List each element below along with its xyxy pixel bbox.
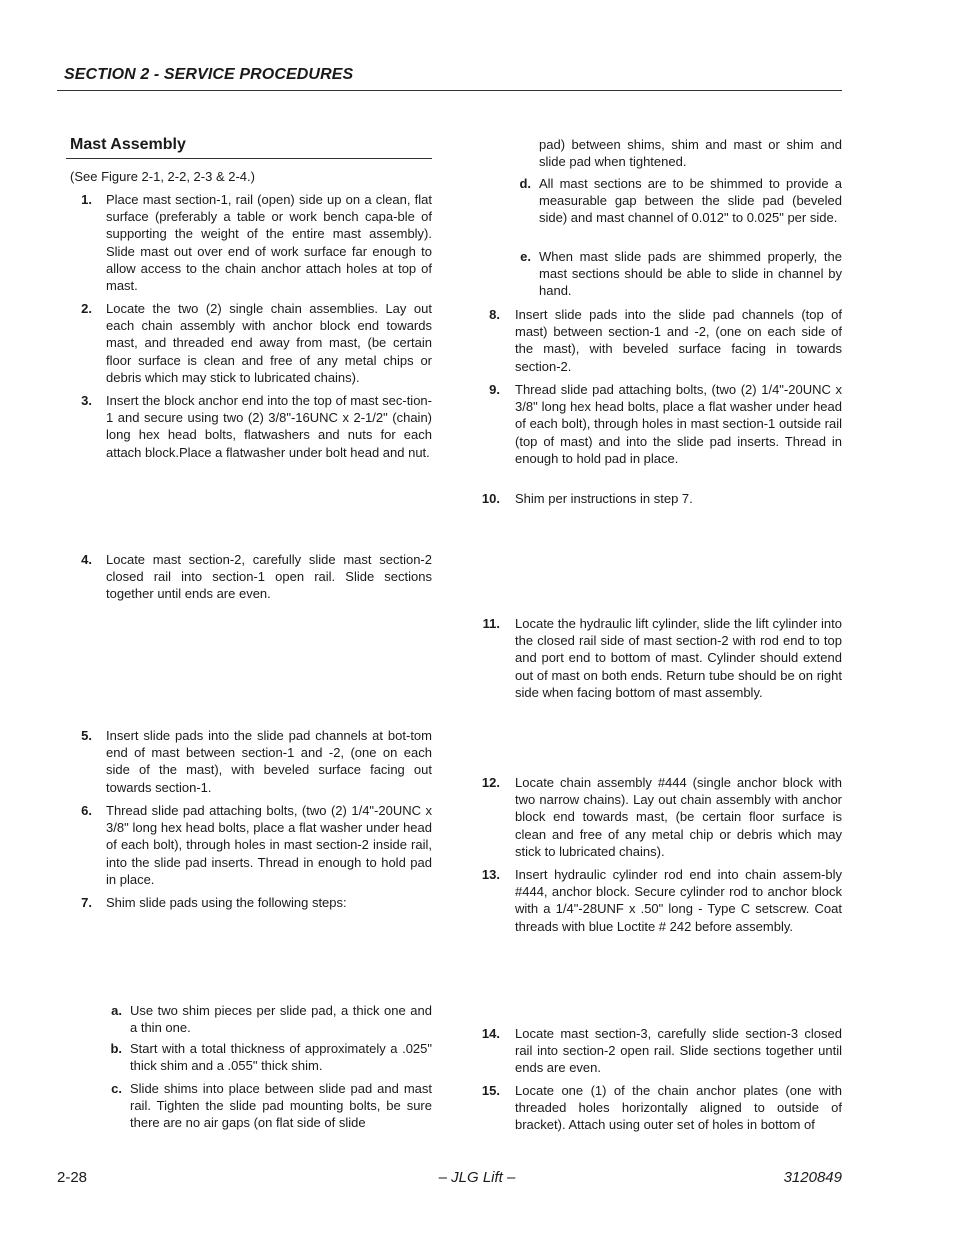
step-text: Locate chain assembly #444 (single anchor block with two narrow chains). Lay out chain assembly with anchor block end towards mast, (be certain floor surface is clean and free of any metal chip or debris which may stick to lubricated chains). xyxy=(515,775,842,859)
step-text: Locate the two (2) single chain assemblies. Lay out each chain assembly with anchor block end towards mast, and threaded end away from mast, (be certain floor surface is clean and free of any metal chips or debris which may stick to lubricated chains). xyxy=(106,301,432,385)
section-header: SECTION 2 - SERVICE PROCEDURES xyxy=(64,66,354,83)
substep-letter: e. xyxy=(520,249,531,264)
step-13 xyxy=(480,866,842,935)
step-text: Locate one (1) of the chain anchor plates (one with threaded holes horizontally aligned to outside of bracket). Attach using outer set of holes in bottom of xyxy=(515,1083,842,1133)
step-text: Insert slide pads into the slide pad channels (top of mast) between section-1 and -2, (one on each side of the mast), with beveled surface facing in towards section-2. xyxy=(515,307,842,374)
substep-e xyxy=(515,248,842,300)
step-number: 8. xyxy=(489,307,500,322)
substep-letter: c. xyxy=(111,1081,122,1096)
step-11 xyxy=(480,615,842,701)
step-number: 13. xyxy=(481,867,500,882)
step-text: Thread slide pad attaching bolts, (two (2) 1/4"-20UNC x 3/8" long hex head bolts, place a flat washer under head of each bolt), through holes in mast section-2 inside rail, into the slide pad inserts. Thread in enough to hold pad in place. xyxy=(106,803,432,887)
page-number: 2-28 xyxy=(57,1169,88,1186)
step-5 xyxy=(80,727,432,796)
substep-text: Use two shim pieces per slide pad, a thick one and a thin one. xyxy=(130,1003,432,1036)
step-number: 10. xyxy=(481,491,500,506)
step-text: Shim per instructions in step 7. xyxy=(515,491,693,506)
step-number: 7. xyxy=(81,895,92,910)
step-1 xyxy=(80,191,432,294)
step-text: Locate the hydraulic lift cylinder, slide the lift cylinder into the closed rail side of mast section-2 with rod end to top and port end to bottom of mast. Cylinder should extend out of mast on both ends. Return tube should be on right side when facing bottom of mast assembly. xyxy=(515,616,842,700)
substep-c xyxy=(106,1080,432,1132)
step-9 xyxy=(480,381,842,467)
step-text: Insert hydraulic cylinder rod end into chain assem-bly #444, anchor block. Secure cylinder rod to anchor block with a 1/4"-28UNF x .50" long - Type C setscrew. Coat threads with blue Loctite # 242 before assembly. xyxy=(515,867,842,934)
substep-b xyxy=(106,1040,432,1074)
step-number: 4. xyxy=(81,552,92,567)
substep-letter: a. xyxy=(111,1003,122,1018)
step-number: 12. xyxy=(481,775,500,790)
step-text: Thread slide pad attaching bolts, (two (2) 1/4"-20UNC x 3/8" long hex head bolts, place a flat washer under head of each bolt), through holes in mast section-1 outside rail (top of mast) and into the slide pad inserts. Thread in enough to hold pad in place. xyxy=(515,382,842,466)
section-title: Mast Assembly xyxy=(70,136,186,153)
step-text: Insert the block anchor end into the top of mast sec-tion-1 and secure using two (2) 3/8"-16UNC x 2-1/2" (chain) long hex head bolts, flatwashers and nuts for each attach block.Place a flatwasher under bolt head and nut. xyxy=(106,393,432,460)
step-15 xyxy=(480,1082,842,1134)
step-4 xyxy=(80,551,432,603)
step-number: 11. xyxy=(482,616,500,631)
step-number: 9. xyxy=(489,382,500,397)
substep-letter: b. xyxy=(110,1041,122,1056)
substep-text: Start with a total thickness of approximately a .025" thick shim and a .055" thick shim. xyxy=(130,1041,432,1074)
step-14 xyxy=(480,1025,842,1077)
step-3 xyxy=(80,392,432,461)
footer-brand: – JLG Lift – xyxy=(438,1169,516,1186)
substep-text: When mast slide pads are shimmed properly, the mast sections should be able to slide in channel by hand. xyxy=(539,249,842,299)
substep-d xyxy=(515,175,842,227)
step-number: 6. xyxy=(81,803,92,818)
substep-text: Slide shims into place between slide pad and mast rail. Tighten the slide pad mounting bolts, be sure there are no air gaps (on flat side of slide xyxy=(130,1081,432,1131)
step-text: Locate mast section-3, carefully slide section-3 closed rail into section-2 open rail. Slide sections together until ends are even. xyxy=(515,1026,842,1076)
step-10 xyxy=(480,490,842,507)
substep-a xyxy=(106,1002,432,1036)
step-7 xyxy=(80,894,432,911)
figure-reference: (See Figure 2-1, 2-2, 2-3 & 2-4.) xyxy=(70,169,255,184)
substep-text: All mast sections are to be shimmed to provide a measurable gap between the slide pad (beveled side) and mast channel of 0.012" to 0.025" per side. xyxy=(539,176,842,226)
section-rule xyxy=(66,158,432,159)
step-number: 2. xyxy=(81,301,92,316)
step-6 xyxy=(80,802,432,888)
step-number: 1. xyxy=(81,192,92,207)
step-text: Locate mast section-2, carefully slide mast section-2 closed rail into section-1 open rail. Slide sections together until ends are even. xyxy=(106,552,432,602)
step-2 xyxy=(80,300,432,386)
step-number: 14. xyxy=(481,1026,500,1041)
document-number: 3120849 xyxy=(783,1169,842,1186)
step-number: 5. xyxy=(81,728,92,743)
substep-text: pad) between shims, shim and mast or shim and slide pad when tightened. xyxy=(539,137,842,170)
step-number: 3. xyxy=(81,393,92,408)
step-8 xyxy=(480,306,842,375)
step-text: Shim slide pads using the following steps: xyxy=(106,895,347,910)
header-rule xyxy=(57,90,842,91)
substep-letter: d. xyxy=(519,176,531,191)
substep-c-continued xyxy=(515,136,842,170)
step-12 xyxy=(480,774,842,860)
step-number: 15. xyxy=(481,1083,500,1098)
step-text: Place mast section-1, rail (open) side up on a clean, flat surface (preferably a table or work bench capa-ble of supporting the weight of the entire mast assembly). Slide mast out over end of work surface far enough to allow access to the chain anchor attach holes at top of mast. xyxy=(106,192,432,294)
step-text: Insert slide pads into the slide pad channels at bot-tom end of mast between section-1 and -2, (one on each side of the mast), with beveled surface facing out towards section-1. xyxy=(106,728,432,795)
